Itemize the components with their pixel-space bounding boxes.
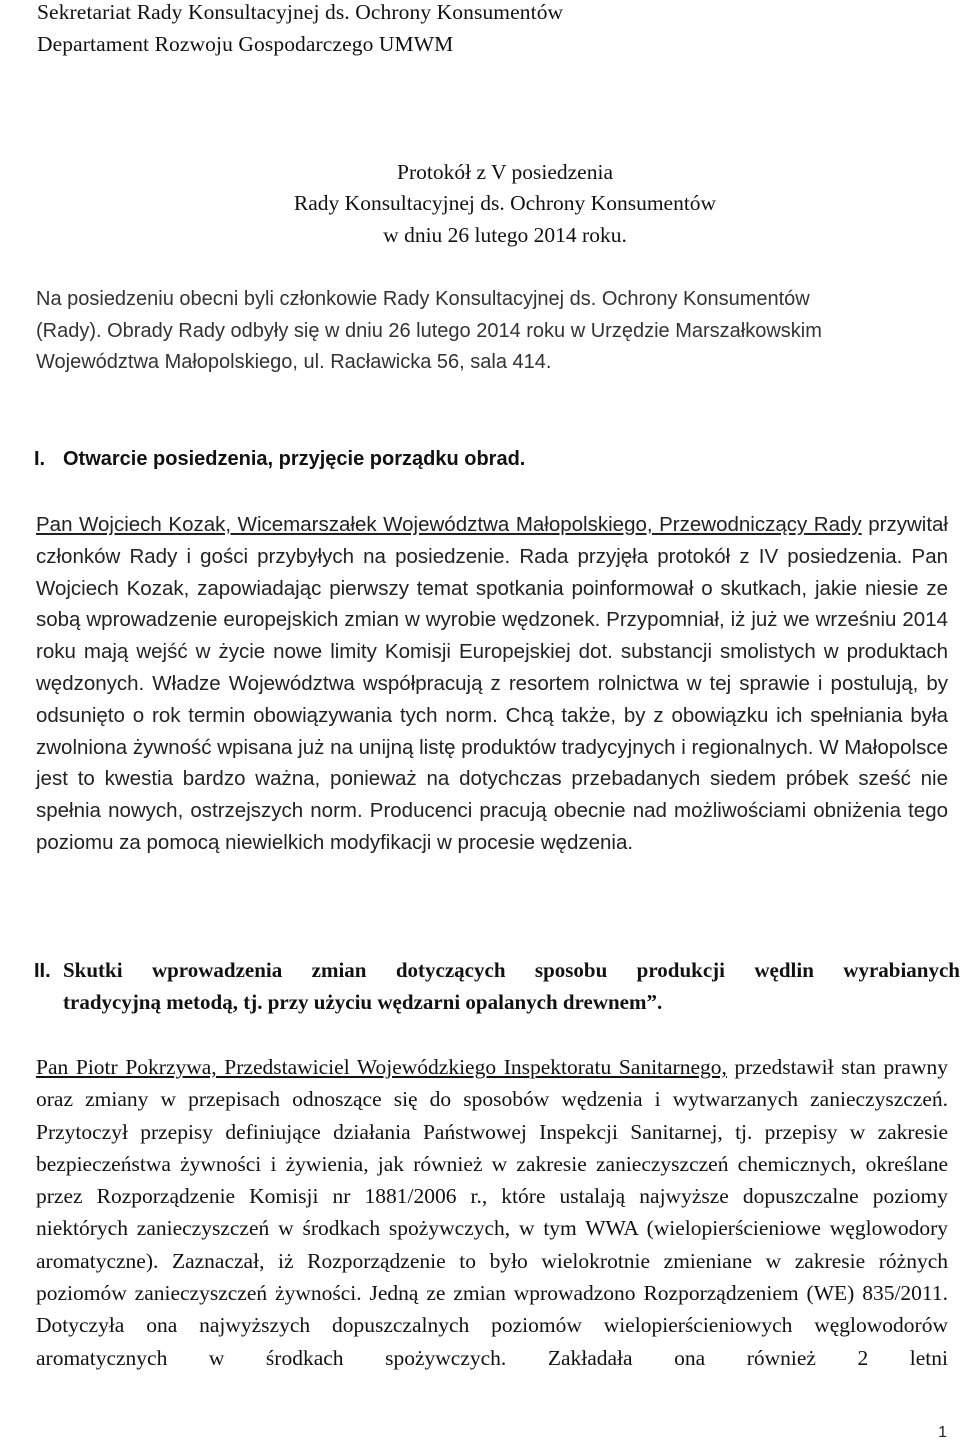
section-1-speaker: Pan Wojciech Kozak, Wicemarszałek Województwa Małopolskiego, Przewodniczący Rady xyxy=(36,513,862,536)
section-2-title-line-2: tradycyjną metodą, tj. przy użyciu wędzarni opalanych drewnem”. xyxy=(63,990,663,1014)
section-2-body: przedstawił stan prawny oraz zmiany w przepisach odnoszące się do sposobów wędzenia i wytwarzanych zanieczyszczeń. Przytoczył przepisy definiujące działania Państwowej Inspekcji Sanitarnej, tj. przepisy w zakresie bezpieczeństwa żywności i żywienia, jak również w zakresie zanieczyszczeń chemicznych, określane przez Rozporządzenie Komisji nr 1881/2006 r., które ustalają najwyższe dopuszczalne poziomy niektórych zanieczyszczeń w środkach spożywczych, w tym WWA (wielopierścieniowe węglowodory aromatyczne). Zaznaczał, iż Rozporządzenie to było wielokrotnie zmieniane w zakresie różnych poziomów zanieczyszczeń żywności. Jedną ze zmian wprowadzono Rozporządzeniem (WE) 835/2011. Dotyczyła ona najwyższych dopuszczalnych poziomów wielopierścieniowych węglowodorów aromatycznych w środkach spożywczych. Zakładała ona również 2 letni xyxy=(36,1055,948,1370)
section-1-number: I. xyxy=(34,448,46,470)
header-line-1: Sekretariat Rady Konsultacyjnej ds. Ochrony Konsumentów xyxy=(37,0,564,24)
section-2-paragraph xyxy=(36,1051,948,1374)
section-1-body: przywitał członków Rady i gości przybyłych na posiedzenie. Rada przyjęła protokół z IV posiedzenia. Pan Wojciech Kozak, zapowiadając pierwszy temat spotkania poinformował o skutkach, jakie niesie ze sobą wprowadzenie europejskich zmian w wyrobie wędzonek. Przypomniał, iż już we wrześniu 2014 roku mają wejść w życie nowe limity Komisji Europejskiej dot. substancji smolistych w produktach wędzonych. Władze Województwa współpracują z resortem rolnictwa w tej sprawie i postulują, by odsunięto o rok termin obowiązywania tych norm. Chcą także, by z obowiązku ich spełniania była zwolniona żywność wpisana już na unijną listę produktów tradycyjnych i regionalnych. W Małopolsce jest to kwestia bardzo ważna, ponieważ na dotychczas przebadanych siedem próbek sześć nie spełnia nowych, ostrzejszych norm. Producenci pracują obecnie nad możliwościami obniżenia tego poziomu za pomocą niewielkich modyfikacji w procesie wędzenia. xyxy=(36,513,948,854)
title-line-1: Protokół z V posiedzenia xyxy=(397,160,613,184)
section-1-paragraph xyxy=(36,509,948,859)
header-line-2: Departament Rozwoju Gospodarczego UMWM xyxy=(37,32,454,56)
title-line-2: Rady Konsultacyjnej ds. Ochrony Konsumentów xyxy=(293,191,717,215)
section-2-title-line-1: Skutki wprowadzenia zmian dotyczących sposobu produkcji wędlin wyrabianych xyxy=(63,958,960,982)
intro-line-1: Na posiedzeniu obecni byli członkowie Rady Konsultacyjnej ds. Ochrony Konsumentów xyxy=(36,288,810,310)
section-2-number: II. xyxy=(34,960,51,982)
section-1-title: Otwarcie posiedzenia, przyjęcie porządku obrad. xyxy=(63,448,526,470)
intro-line-3: Województwa Małopolskiego, ul. Racławicka 56, sala 414. xyxy=(36,351,552,373)
title-line-3: w dniu 26 lutego 2014 roku. xyxy=(383,223,627,247)
page-number: 1 xyxy=(938,1424,947,1441)
section-2-speaker: Pan Piotr Pokrzywa, Przedstawiciel Wojewódzkiego Inspektoratu Sanitarnego, xyxy=(36,1055,727,1079)
intro-line-2: (Rady). Obrady Rady odbyły się w dniu 26 lutego 2014 roku w Urzędzie Marszałkowskim xyxy=(36,320,822,342)
